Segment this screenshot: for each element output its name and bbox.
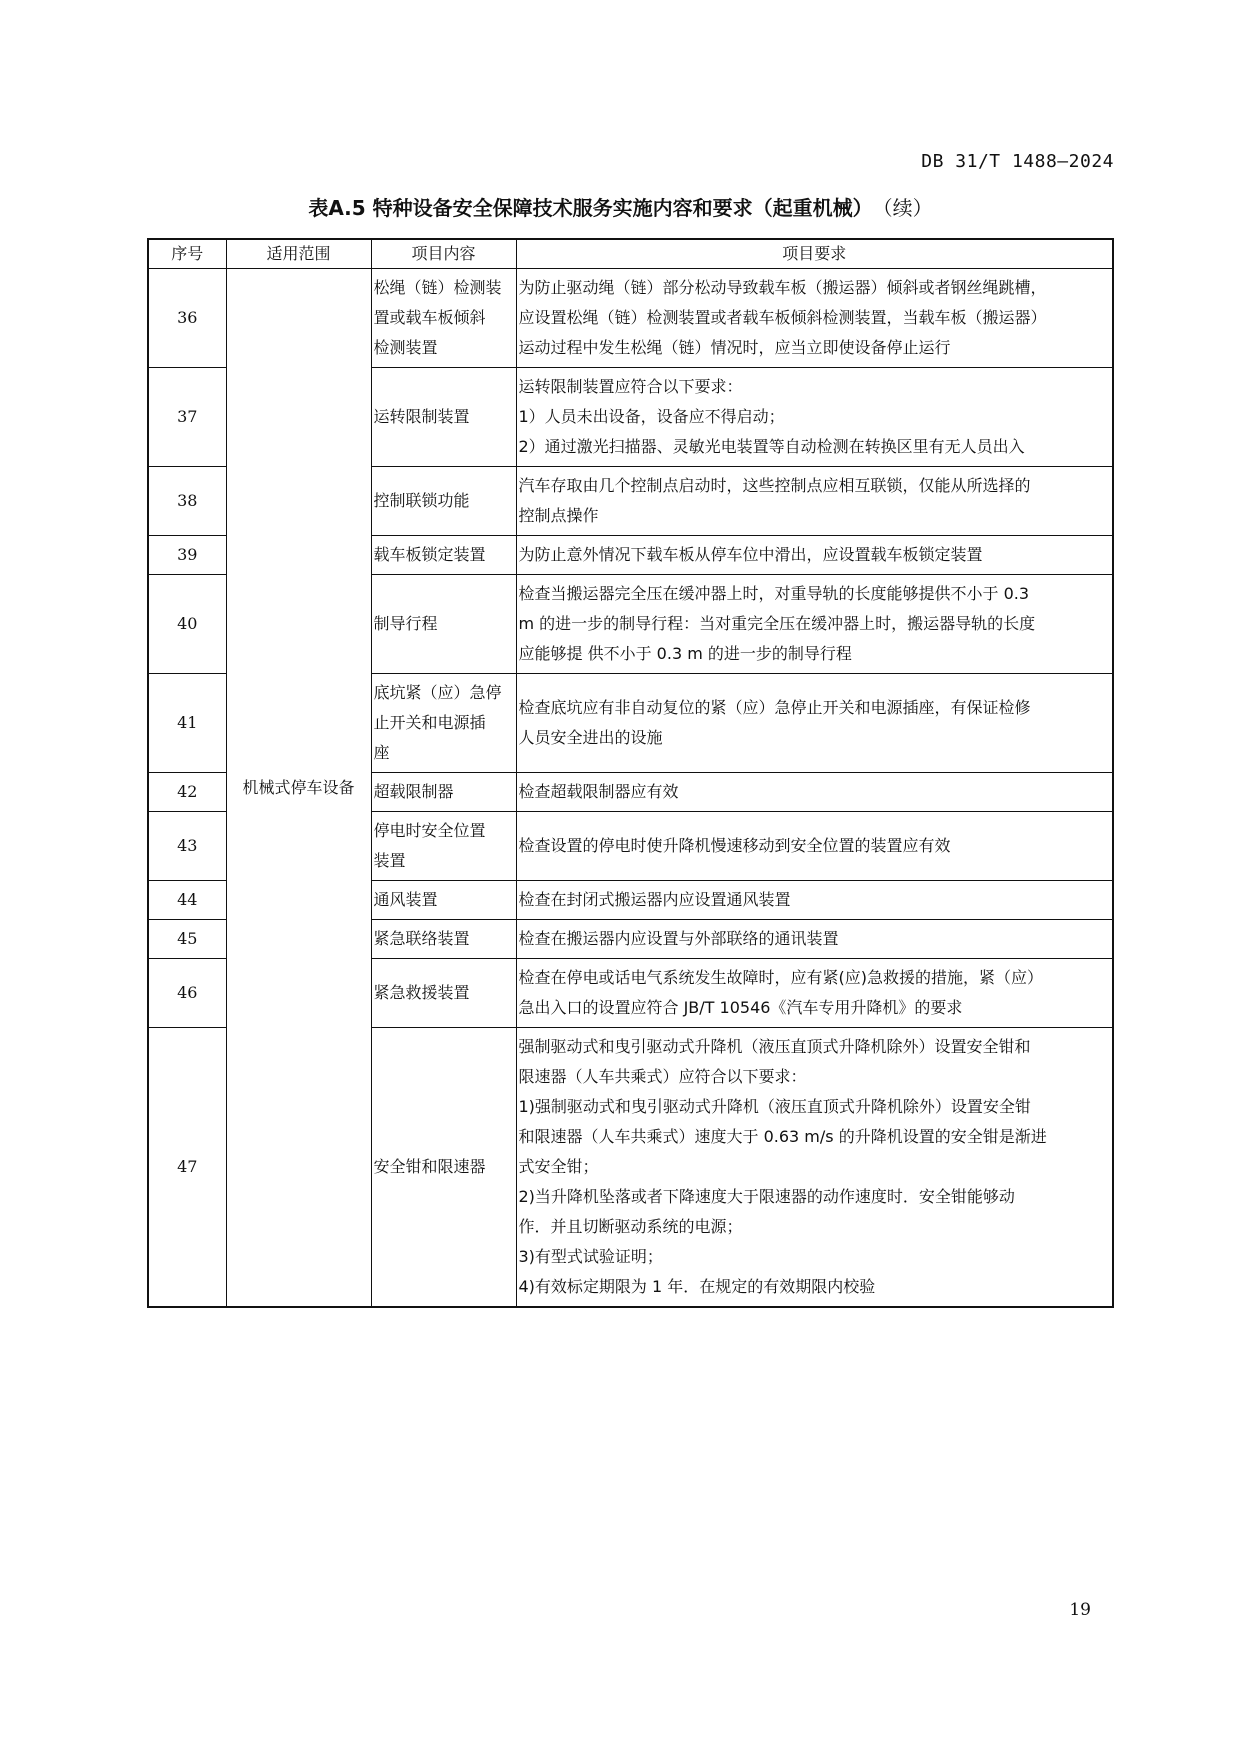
- requirement-line: 检查在封闭式搬运器内应设置通风装置: [518, 890, 791, 909]
- requirement-line: 和限速器（人车共乘式）速度大于 0.63 m/s 的升降机设置的安全钳是渐进: [518, 1127, 1047, 1146]
- requirement-line: 2)当升降机坠落或者下降速度大于限速器的动作速度时．安全钳能够动: [518, 1187, 1015, 1206]
- item-cell: [371, 467, 516, 536]
- requirement-line: 式安全钳；: [518, 1157, 599, 1176]
- requirement-cell: [516, 773, 1113, 812]
- table-body: [148, 269, 1113, 1308]
- row-number: 36: [148, 269, 226, 368]
- item-line: 超载限制器: [373, 782, 454, 801]
- header-scope: 适用范围: [226, 239, 371, 269]
- table-row: [148, 269, 1113, 368]
- requirement-line: 控制点操作: [518, 506, 599, 525]
- item-line: 安全钳和限速器: [373, 1157, 486, 1176]
- item-cell: [371, 959, 516, 1028]
- requirement-line: 汽车存取由几个控制点启动时，这些控制点应相互联锁，仅能从所选择的: [518, 476, 1031, 495]
- item-cell: [371, 536, 516, 575]
- row-number: 45: [148, 920, 226, 959]
- requirement-line: 4)有效标定期限为 1 年．在规定的有效期限内校验: [518, 1277, 876, 1296]
- requirement-line: 人员安全进出的设施: [518, 728, 663, 747]
- table-header-row: [148, 239, 1113, 269]
- requirement-cell: [516, 1028, 1113, 1308]
- requirement-cell: [516, 812, 1113, 881]
- table-title-continued: （续）: [882, 196, 933, 220]
- requirement-line: 为防止驱动绳（链）部分松动导致载车板（搬运器）倾斜或者钢丝绳跳槽，: [518, 278, 1047, 297]
- item-cell: [371, 575, 516, 674]
- table-title-text: 表A.5 特种设备安全保障技术服务实施内容和要求（起重机械）: [308, 196, 873, 220]
- requirement-cell: [516, 959, 1113, 1028]
- requirement-line: 2）通过激光扫描器、灵敏光电装置等自动检测在转换区里有无人员出入: [518, 437, 1025, 456]
- item-line: 置或载车板倾斜: [373, 308, 486, 327]
- requirement-cell: [516, 536, 1113, 575]
- item-line: 停电时安全位置: [373, 821, 486, 840]
- requirement-cell: [516, 920, 1113, 959]
- row-number: 41: [148, 674, 226, 773]
- requirement-line: 1）人员未出设备，设备应不得启动；: [518, 407, 785, 426]
- row-number: 47: [148, 1028, 226, 1308]
- header-no: 序号: [148, 239, 226, 269]
- requirement-line: m 的进一步的制导行程：当对重完全压在缓冲器上时，搬运器导轨的长度: [518, 614, 1036, 633]
- item-cell: [371, 920, 516, 959]
- requirement-line: 运转限制装置应符合以下要求：: [518, 377, 743, 396]
- row-number: 43: [148, 812, 226, 881]
- requirement-line: 检查在搬运器内应设置与外部联络的通讯装置: [518, 929, 839, 948]
- item-cell: [371, 1028, 516, 1308]
- item-cell: [371, 812, 516, 881]
- requirement-line: 为防止意外情况下载车板从停车位中滑出，应设置载车板锁定装置: [518, 545, 983, 564]
- requirement-cell: [516, 881, 1113, 920]
- requirement-line: 检查超载限制器应有效: [518, 782, 679, 801]
- row-number: 38: [148, 467, 226, 536]
- item-line: 紧急联络装置: [373, 929, 470, 948]
- row-number: 40: [148, 575, 226, 674]
- item-line: 装置: [373, 851, 406, 870]
- requirement-line: 1)强制驱动式和曳引驱动式升降机（液压直顶式升降机除外）设置安全钳: [518, 1097, 1031, 1116]
- item-line: 紧急救援装置: [373, 983, 470, 1002]
- requirement-line: 3)有型式试验证明；: [518, 1247, 663, 1266]
- item-line: 松绳（链）检测装: [373, 278, 502, 297]
- requirement-cell: [516, 575, 1113, 674]
- row-number: 39: [148, 536, 226, 575]
- item-line: 检测装置: [373, 338, 438, 357]
- requirement-line: 检查在停电或话电气系统发生故障时，应有紧(应)急救援的措施，紧（应）: [518, 968, 1043, 987]
- item-cell: [371, 368, 516, 467]
- item-line: 止开关和电源插: [373, 713, 486, 732]
- item-line: 座: [373, 743, 390, 762]
- requirement-line: 检查设置的停电时使升降机慢速移动到安全位置的装置应有效: [518, 836, 951, 855]
- row-number: 44: [148, 881, 226, 920]
- row-number: 46: [148, 959, 226, 1028]
- item-line: 通风装置: [373, 890, 438, 909]
- requirement-cell: [516, 269, 1113, 368]
- header-req: 项目要求: [516, 239, 1113, 269]
- requirement-line: 应设置松绳（链）检测装置或者载车板倾斜检测装置，当载车板（搬运器）: [518, 308, 1047, 327]
- requirement-line: 检查底坑应有非自动复位的紧（应）急停止开关和电源插座，有保证检修: [518, 698, 1031, 717]
- requirement-line: 限速器（人车共乘式）应符合以下要求：: [518, 1067, 807, 1086]
- row-number: 42: [148, 773, 226, 812]
- item-cell: [371, 674, 516, 773]
- item-line: 载车板锁定装置: [373, 545, 486, 564]
- item-line: 控制联锁功能: [373, 491, 470, 510]
- requirement-line: 急出入口的设置应符合 JB/T 10546《汽车专用升降机》的要求: [518, 998, 963, 1017]
- requirements-table: [147, 238, 1114, 1308]
- requirement-line: 运动过程中发生松绳（链）情况时，应当立即使设备停止运行: [518, 338, 951, 357]
- page-number: 19: [1069, 1600, 1091, 1620]
- item-cell: [371, 269, 516, 368]
- requirement-cell: [516, 674, 1113, 773]
- table-title: [0, 192, 1241, 221]
- item-line: 运转限制装置: [373, 407, 470, 426]
- requirement-line: 强制驱动式和曳引驱动式升降机（液压直顶式升降机除外）设置安全钳和: [518, 1037, 1031, 1056]
- requirement-cell: [516, 368, 1113, 467]
- item-line: 制导行程: [373, 614, 438, 633]
- requirement-cell: [516, 467, 1113, 536]
- scope-cell: 机械式停车设备: [226, 269, 371, 1308]
- row-number: 37: [148, 368, 226, 467]
- item-line: 底坑紧（应）急停: [373, 683, 502, 702]
- header-item: 项目内容: [371, 239, 516, 269]
- item-cell: [371, 881, 516, 920]
- document-code: DB 31/T 1488—2024: [921, 151, 1114, 172]
- item-cell: [371, 773, 516, 812]
- requirement-line: 检查当搬运器完全压在缓冲器上时，对重导轨的长度能够提供不小于 0.3: [518, 584, 1030, 603]
- requirement-line: 应能够提 供不小于 0.3 m 的进一步的制导行程: [518, 644, 852, 663]
- requirement-line: 作．并且切断驱动系统的电源；: [518, 1217, 743, 1236]
